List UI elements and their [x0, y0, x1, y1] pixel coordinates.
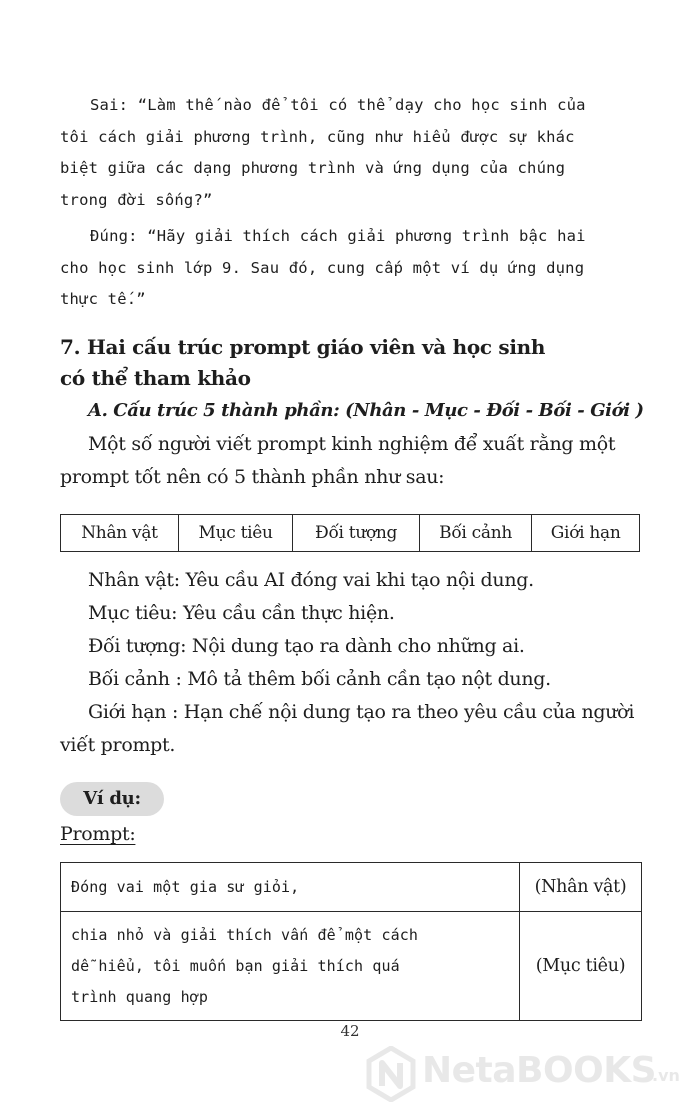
definition-doi-tuong: Đối tượng: Nội dung tạo ra dành cho những ai. — [88, 635, 525, 657]
wrong-line-4: trong đời sống?” — [60, 190, 213, 209]
prompt-row — [61, 863, 642, 912]
components-row — [61, 515, 640, 552]
subheading: A. Cấu trúc 5 thành phần: (Nhân - Mục - Đối - Bối - Giới ) — [88, 400, 644, 421]
section-heading — [60, 332, 580, 394]
netabooks-logo-icon — [366, 1046, 416, 1102]
definition-nhan-vat: Nhân vật: Yêu cầu AI đóng vai khi tạo nội dung. — [88, 569, 534, 591]
right-line-2: cho học sinh lớp 9. Sau đó, cung cấp một ví dụ ứng dụng — [60, 258, 585, 277]
prompt-text-cell — [61, 912, 520, 1021]
definition-gioi-han-continued: viết prompt. — [60, 734, 176, 756]
right-line-3: thực tế.” — [60, 290, 146, 308]
component-cell: Nhân vật — [61, 515, 179, 552]
prompt-row — [61, 912, 642, 1021]
wrong-line-1: “Làm thế nào để tôi có thể dạy cho học sinh của — [137, 96, 586, 114]
watermark — [366, 1046, 686, 1102]
component-cell: Bối cảnh — [419, 515, 531, 552]
prompt-text-line: Đóng vai một gia sư giỏi, — [71, 877, 300, 896]
definitions-list — [60, 564, 650, 762]
definition-boi-canh: Bối cảnh : Mô tả thêm bối cảnh cần tạo nột dung. — [88, 668, 551, 690]
example-badge: Ví dụ: — [60, 782, 164, 816]
prompt-text-line: trình quang hợp — [71, 987, 208, 1006]
right-label: Đúng: — [90, 227, 138, 245]
right-line-1: “Hãy giải thích cách giải phương trình bậc hai — [147, 227, 586, 245]
wrong-example-paragraph — [60, 90, 650, 216]
intro-line-1: Một số người viết prompt kinh nghiệm để xuất rằng một — [88, 433, 616, 455]
page-number: 42 — [340, 1022, 360, 1040]
component-cell: Giới hạn — [532, 515, 640, 552]
definition-gioi-han: Giới hạn : Hạn chế nội dung tạo ra theo yêu cầu của người — [88, 701, 635, 723]
wrong-line-2: tôi cách giải phương trình, cũng như hiểu được sự khác — [60, 127, 575, 146]
wrong-label: Sai: — [90, 96, 129, 114]
prompt-text-line: dễ hiểu, tôi muốn bạn giải thích quá — [71, 956, 400, 975]
prompt-label: Prompt: — [60, 823, 136, 845]
section-heading-line-2: có thể tham khảo — [60, 366, 251, 390]
prompt-table — [60, 862, 642, 1021]
component-cell: Đối tượng — [293, 515, 420, 552]
watermark-brand: NetaBOOKS — [422, 1050, 657, 1091]
prompt-text-cell — [61, 863, 520, 912]
section-heading-line-1: 7. Hai cấu trúc prompt giáo viên và học sinh — [60, 335, 546, 359]
component-cell: Mục tiêu — [178, 515, 292, 552]
wrong-line-3: biệt giữa các dạng phương trình và ứng dụng của chúng — [60, 159, 566, 177]
definition-muc-tieu: Mục tiêu: Yêu cầu cần thực hiện. — [88, 602, 395, 624]
prompt-text-line: chia nhỏ và giải thích vấn để một cách — [71, 925, 418, 944]
watermark-tld: .vn — [652, 1066, 680, 1085]
components-table — [60, 514, 640, 552]
intro-paragraph — [60, 428, 650, 494]
right-example-paragraph — [60, 221, 650, 316]
prompt-tag-cell: (Nhân vật) — [520, 863, 642, 912]
prompt-tag-cell: (Mục tiêu) — [520, 912, 642, 1021]
intro-line-2: prompt tốt nên có 5 thành phần như sau: — [60, 466, 445, 488]
